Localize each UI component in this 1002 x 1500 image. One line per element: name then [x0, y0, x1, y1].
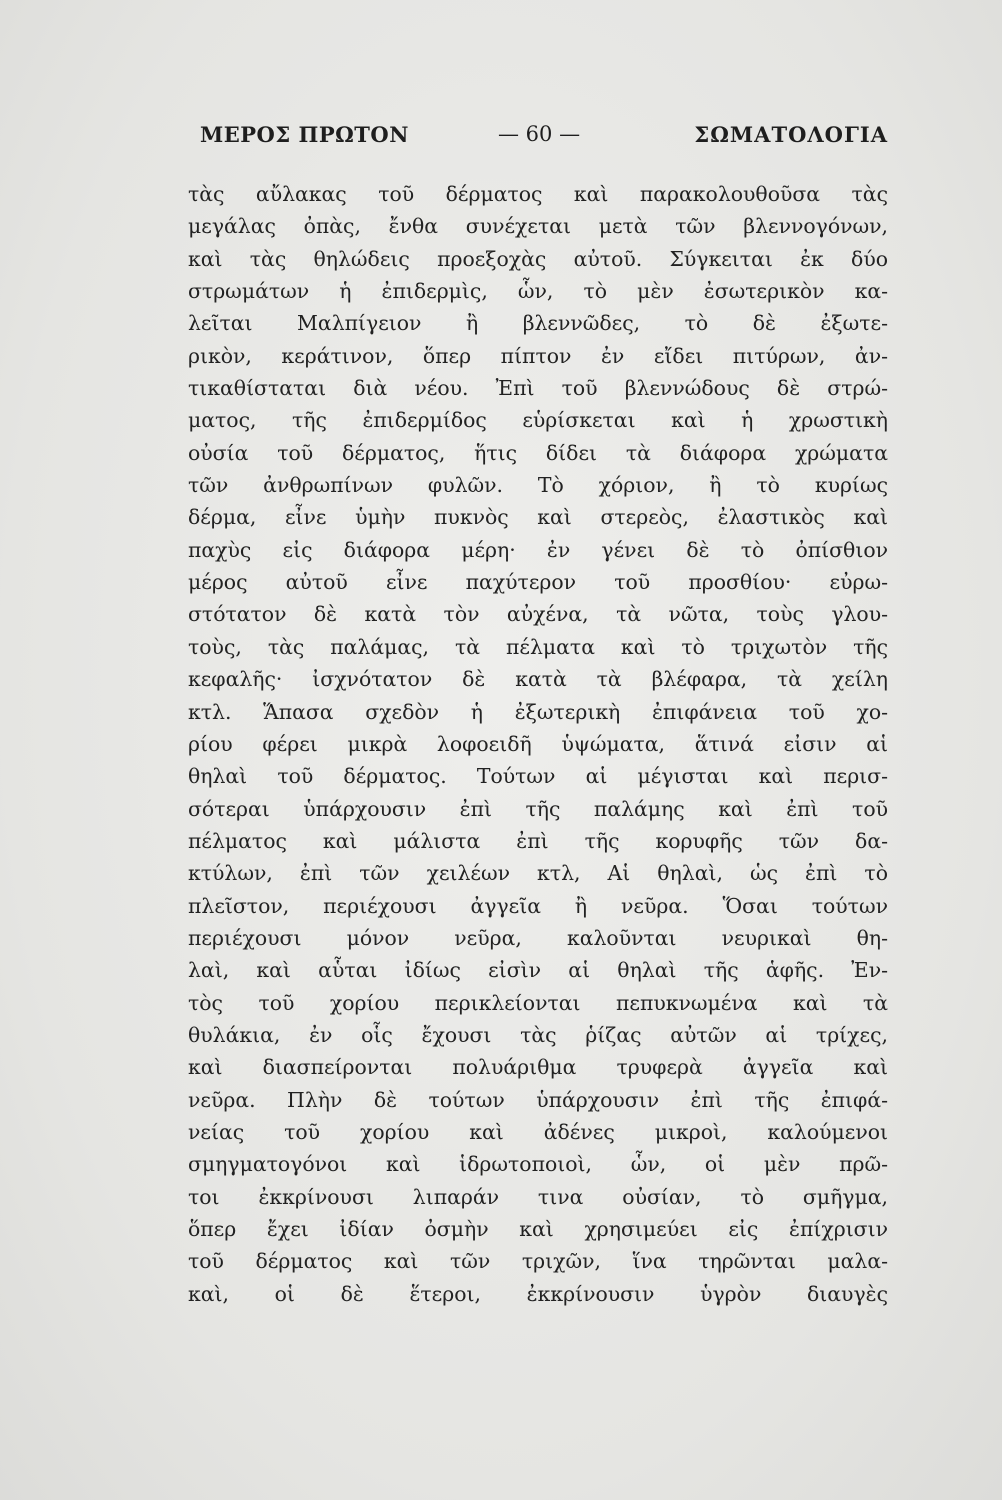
page-number: — 60 —	[498, 122, 581, 146]
part-title: ΜΕΡΟΣ ΠΡΩΤΟΝ	[200, 122, 409, 147]
text-line: τοῦ δέρματος καὶ τῶν τριχῶν, ἵνα τηρῶνται μαλα-	[188, 1249, 888, 1274]
text-line: τοι ἐκκρίνουσι λιπαράν τινα οὐσίαν, τὸ σμῆγμα,	[188, 1184, 888, 1209]
text-line: κτύλων, ἐπὶ τῶν χειλέων κτλ, Αἱ θηλαὶ, ὡς ἐπὶ τὸ	[188, 861, 888, 886]
text-line: λεῖται Μαλπίγειον ἢ βλεννῶδες, τὸ δὲ ἐξωτε-	[188, 311, 888, 336]
text-line: νείας τοῦ χορίου καὶ ἀδένες μικροὶ, καλούμενοι	[188, 1119, 888, 1144]
text-line: μέρος αὐτοῦ εἶνε παχύτερον τοῦ προσθίου· εὐρω-	[188, 570, 888, 595]
body-paragraph	[188, 178, 888, 1310]
text-line: τῶν ἀνθρωπίνων φυλῶν. Τὸ χόριον, ἢ τὸ κυρίως	[188, 473, 888, 498]
section-title: ΣΩΜΑΤΟΛΟΓΙΑ	[694, 122, 888, 147]
text-line: θυλάκια, ἐν οἷς ἔχουσι τὰς ῥίζας αὐτῶν αἱ τρίχες,	[188, 1022, 888, 1047]
text-line: περιέχουσι μόνον νεῦρα, καλοῦνται νευρικαὶ θη-	[188, 925, 888, 950]
text-line: σότεραι ὑπάρχουσιν ἐπὶ τῆς παλάμης καὶ ἐπὶ τοῦ	[188, 796, 888, 821]
text-line: δέρμα, εἶνε ὑμὴν πυκνὸς καὶ στερεὸς, ἐλαστικὸς καὶ	[188, 505, 888, 530]
text-line: παχὺς εἰς διάφορα μέρη· ἐν γένει δὲ τὸ ὀπίσθιον	[188, 537, 888, 562]
text-line: σμηγματογόνοι καὶ ἱδρωτοποιοὶ, ὧν, οἱ μὲν πρῶ-	[188, 1152, 888, 1177]
text-line: τοὺς, τὰς παλάμας, τὰ πέλματα καὶ τὸ τριχωτὸν τῆς	[188, 634, 888, 659]
text-line: τὰς αὔλακας τοῦ δέρματος καὶ παρακολουθοῦσα τὰς	[188, 182, 888, 206]
text-line: κτλ. Ἅπασα σχεδὸν ἡ ἐξωτερικὴ ἐπιφάνεια τοῦ χο-	[188, 699, 888, 724]
text-line: κεφαλῆς· ἰσχνότατον δὲ κατὰ τὰ βλέφαρα, τὰ χείλη	[188, 667, 888, 692]
text-line: ρικὸν, κεράτινον, ὅπερ πίπτον ἐν εἴδει πιτύρων, ἀν-	[188, 343, 888, 368]
text-line: στότατον δὲ κατὰ τὸν αὐχένα, τὰ νῶτα, τοὺς γλου-	[188, 602, 888, 627]
text-line: ματος, τῆς ἐπιδερμίδος εὑρίσκεται καὶ ἡ χρωστικὴ	[188, 408, 888, 433]
text-line: θηλαὶ τοῦ δέρματος. Τούτων αἱ μέγισται καὶ περισ-	[188, 764, 888, 789]
text-line: οὐσία τοῦ δέρματος, ἥτις δίδει τὰ διάφορα χρώματα	[188, 440, 888, 465]
text-line: πέλματος καὶ μάλιστα ἐπὶ τῆς κορυφῆς τῶν δα-	[188, 828, 888, 853]
text-line: καὶ τὰς θηλώδεις προεξοχὰς αὐτοῦ. Σύγκειται ἐκ δύο	[188, 246, 888, 271]
text-line: νεῦρα. Πλὴν δὲ τούτων ὑπάρχουσιν ἐπὶ τῆς ἐπιφά-	[188, 1087, 888, 1112]
text-line: τικαθίσταται διὰ νέου. Ἐπὶ τοῦ βλεννώδους δὲ στρώ-	[188, 376, 888, 401]
text-line: στρωμάτων ἡ ἐπιδερμὶς, ὧν, τὸ μὲν ἐσωτερικὸν κα-	[188, 279, 888, 304]
text-line: ὅπερ ἔχει ἰδίαν ὀσμὴν καὶ χρησιμεύει εἰς ἐπίχρισιν	[188, 1217, 888, 1241]
text-line: λαὶ, καὶ αὗται ἰδίως εἰσὶν αἱ θηλαὶ τῆς ἁφῆς. Ἐν-	[188, 958, 888, 983]
text-line: καὶ διασπείρονται πολυάριθμα τρυφερὰ ἀγγεῖα καὶ	[188, 1055, 888, 1080]
text-line: μεγάλας ὀπὰς, ἔνθα συνέχεται μετὰ τῶν βλεννογόνων,	[188, 214, 888, 239]
text-line: πλεῖστον, περιέχουσι ἀγγεῖα ἢ νεῦρα. Ὅσαι τούτων	[188, 893, 888, 918]
text-line: καὶ, οἱ δὲ ἕτεροι, ἐκκρίνουσιν ὑγρὸν διαυγὲς	[188, 1281, 888, 1306]
running-header	[188, 122, 888, 162]
text-line: τὸς τοῦ χορίου περικλείονται πεπυκνωμένα καὶ τὰ	[188, 990, 888, 1015]
text-line: ρίου φέρει μικρὰ λοφοειδῆ ὑψώματα, ἅτινά εἰσιν αἱ	[188, 731, 888, 756]
